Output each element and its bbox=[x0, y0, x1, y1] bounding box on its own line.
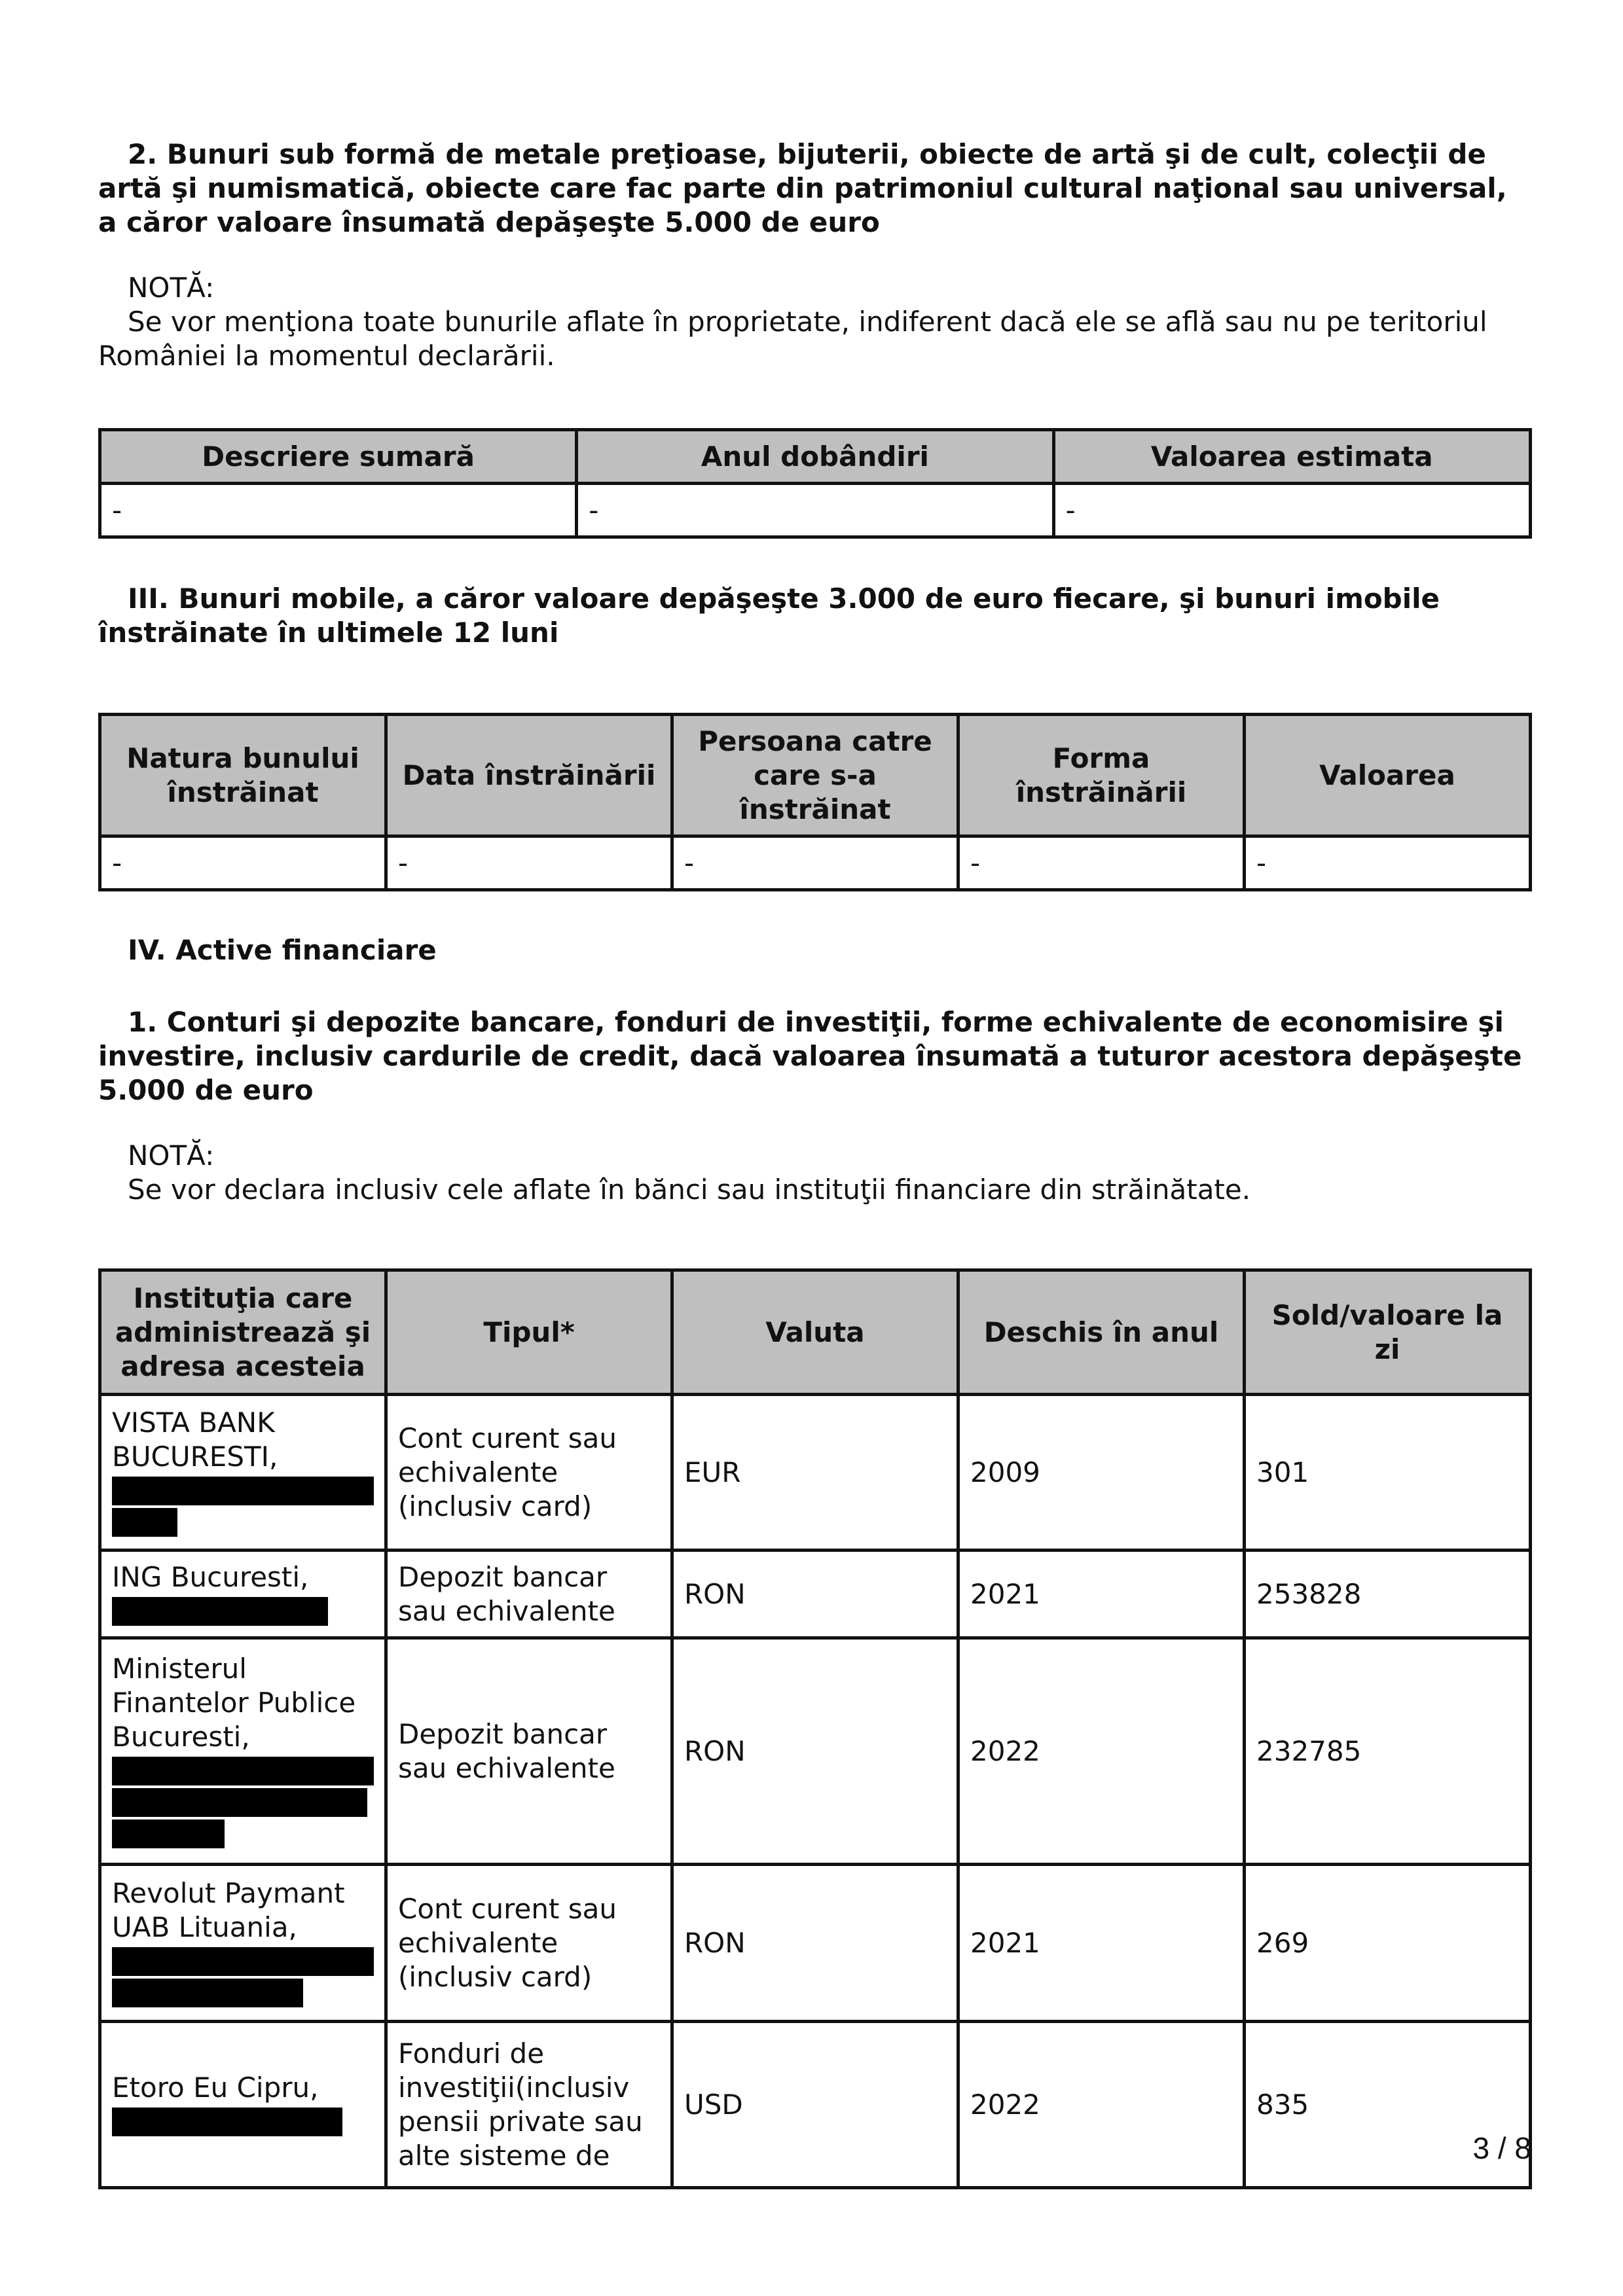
section2-note-text: Se vor menţiona toate bunurile aflate în proprietate, indiferent dacă ele se află sau nu pe teritoriul României la momentul declarării. bbox=[98, 306, 1487, 372]
table-cell: - bbox=[100, 836, 386, 890]
table-cell: - bbox=[958, 836, 1245, 890]
table-cell: - bbox=[672, 836, 958, 890]
institution-name: Revolut Paymant UAB Lituania, bbox=[112, 1876, 345, 1943]
year-cell: 2021 bbox=[958, 1551, 1245, 1638]
header-cell: Data înstrăinării bbox=[386, 715, 672, 836]
table-header-row bbox=[100, 1270, 1531, 1395]
institution-cell bbox=[100, 1638, 386, 1865]
table-row bbox=[100, 484, 1531, 537]
table-row bbox=[100, 1395, 1531, 1551]
redacted-address bbox=[112, 2108, 342, 2136]
table-cell: - bbox=[1245, 836, 1531, 890]
type-cell: Depozit bancar sau echivalente bbox=[386, 1551, 672, 1638]
type-cell: Fonduri de investiţii(inclusiv pensii private sau alte sisteme de bbox=[386, 2022, 672, 2188]
table-row bbox=[100, 836, 1531, 890]
table-row bbox=[100, 2022, 1531, 2188]
institution-cell bbox=[100, 2022, 386, 2188]
section4-subheading: 1. Conturi şi depozite bancare, fonduri de investiţii, forme echivalente de economisire şi investire, inclusiv cardurile de credit, dacă valoarea însumată a tuturor acestora depăşeşte 5.000 de euro bbox=[98, 1006, 1522, 1106]
table-cell: - bbox=[1053, 484, 1531, 537]
table-cell: - bbox=[386, 836, 672, 890]
redacted-address bbox=[112, 1947, 374, 1976]
currency-cell: RON bbox=[672, 1865, 958, 2022]
currency-cell: EUR bbox=[672, 1395, 958, 1551]
table-row bbox=[100, 1551, 1531, 1638]
financial-assets-table bbox=[98, 1268, 1532, 2189]
balance-cell: 835 bbox=[1245, 2022, 1531, 2188]
header-cell: Valoarea estimata bbox=[1053, 430, 1531, 484]
section3-heading: III. Bunuri mobile, a căror valoare depăşeşte 3.000 de euro fiecare, şi bunuri imobile înstrăinate în ultimele 12 luni bbox=[98, 583, 1440, 649]
balance-cell: 232785 bbox=[1245, 1638, 1531, 1865]
institution-name: ING Bucuresti, bbox=[112, 1560, 309, 1593]
type-cell: Cont curent sau echivalente (inclusiv card) bbox=[386, 1395, 672, 1551]
section4-heading: IV. Active financiare bbox=[128, 934, 437, 966]
table-row bbox=[100, 1638, 1531, 1865]
header-cell: Descriere sumară bbox=[100, 430, 577, 484]
header-cell: Tipul* bbox=[386, 1270, 672, 1395]
redacted-address bbox=[112, 1597, 328, 1626]
header-cell: Valuta bbox=[672, 1270, 958, 1395]
header-cell: Persoana catre care s-a înstrăinat bbox=[672, 715, 958, 836]
type-cell: Depozit bancar sau echivalente bbox=[386, 1638, 672, 1865]
redacted-address bbox=[112, 1788, 367, 1817]
year-cell: 2021 bbox=[958, 1865, 1245, 2022]
redacted-address bbox=[112, 1477, 374, 1505]
balance-cell: 269 bbox=[1245, 1865, 1531, 2022]
redacted-address bbox=[112, 1508, 177, 1537]
precious-goods-table bbox=[98, 428, 1532, 539]
page-number: 3 / 8 bbox=[1472, 2131, 1531, 2165]
currency-cell: RON bbox=[672, 1551, 958, 1638]
header-cell: Sold/valoare la zi bbox=[1245, 1270, 1531, 1395]
table-cell: - bbox=[100, 484, 577, 537]
year-cell: 2022 bbox=[958, 1638, 1245, 1865]
alienated-goods-table bbox=[98, 713, 1532, 891]
institution-cell bbox=[100, 1551, 386, 1638]
header-cell: Deschis în anul bbox=[958, 1270, 1245, 1395]
redacted-address bbox=[112, 1820, 225, 1848]
currency-cell: RON bbox=[672, 1638, 958, 1865]
balance-cell: 301 bbox=[1245, 1395, 1531, 1551]
year-cell: 2022 bbox=[958, 2022, 1245, 2188]
institution-cell bbox=[100, 1865, 386, 2022]
institution-name: Ministerul Finantelor Publice Bucuresti, bbox=[112, 1652, 356, 1753]
balance-cell: 253828 bbox=[1245, 1551, 1531, 1638]
section4-note-title: NOTĂ: bbox=[128, 1139, 215, 1172]
header-cell: Forma înstrăinării bbox=[958, 715, 1245, 836]
header-cell: Valoarea bbox=[1245, 715, 1531, 836]
section4-note-text: Se vor declara inclusiv cele aflate în bănci sau instituţii financiare din străinătate. bbox=[128, 1174, 1251, 1206]
header-cell: Natura bunului înstrăinat bbox=[100, 715, 386, 836]
redacted-address bbox=[112, 1757, 374, 1785]
section2-note-title: NOTĂ: bbox=[128, 272, 215, 304]
currency-cell: USD bbox=[672, 2022, 958, 2188]
institution-cell bbox=[100, 1395, 386, 1551]
table-header-row bbox=[100, 430, 1531, 484]
table-cell: - bbox=[577, 484, 1053, 537]
redacted-address bbox=[112, 1979, 303, 2007]
type-cell: Cont curent sau echivalente (inclusiv card) bbox=[386, 1865, 672, 2022]
table-header-row bbox=[100, 715, 1531, 836]
year-cell: 2009 bbox=[958, 1395, 1245, 1551]
section2-heading: 2. Bunuri sub formă de metale preţioase, bijuterii, obiecte de artă şi de cult, colecţii de artă şi numismatică, obiecte care fac parte din patrimoniul cultural naţional sau universal, a căror valoare însumată depăşeşte 5.000 de euro bbox=[98, 138, 1507, 238]
institution-name: Etoro Eu Cipru, bbox=[112, 2071, 319, 2104]
document-page bbox=[98, 137, 1532, 2189]
header-cell: Anul dobândiri bbox=[577, 430, 1053, 484]
institution-name: VISTA BANK BUCURESTI, bbox=[112, 1406, 278, 1473]
header-cell: Instituţia care administrează şi adresa acesteia bbox=[100, 1270, 386, 1395]
table-row bbox=[100, 1865, 1531, 2022]
